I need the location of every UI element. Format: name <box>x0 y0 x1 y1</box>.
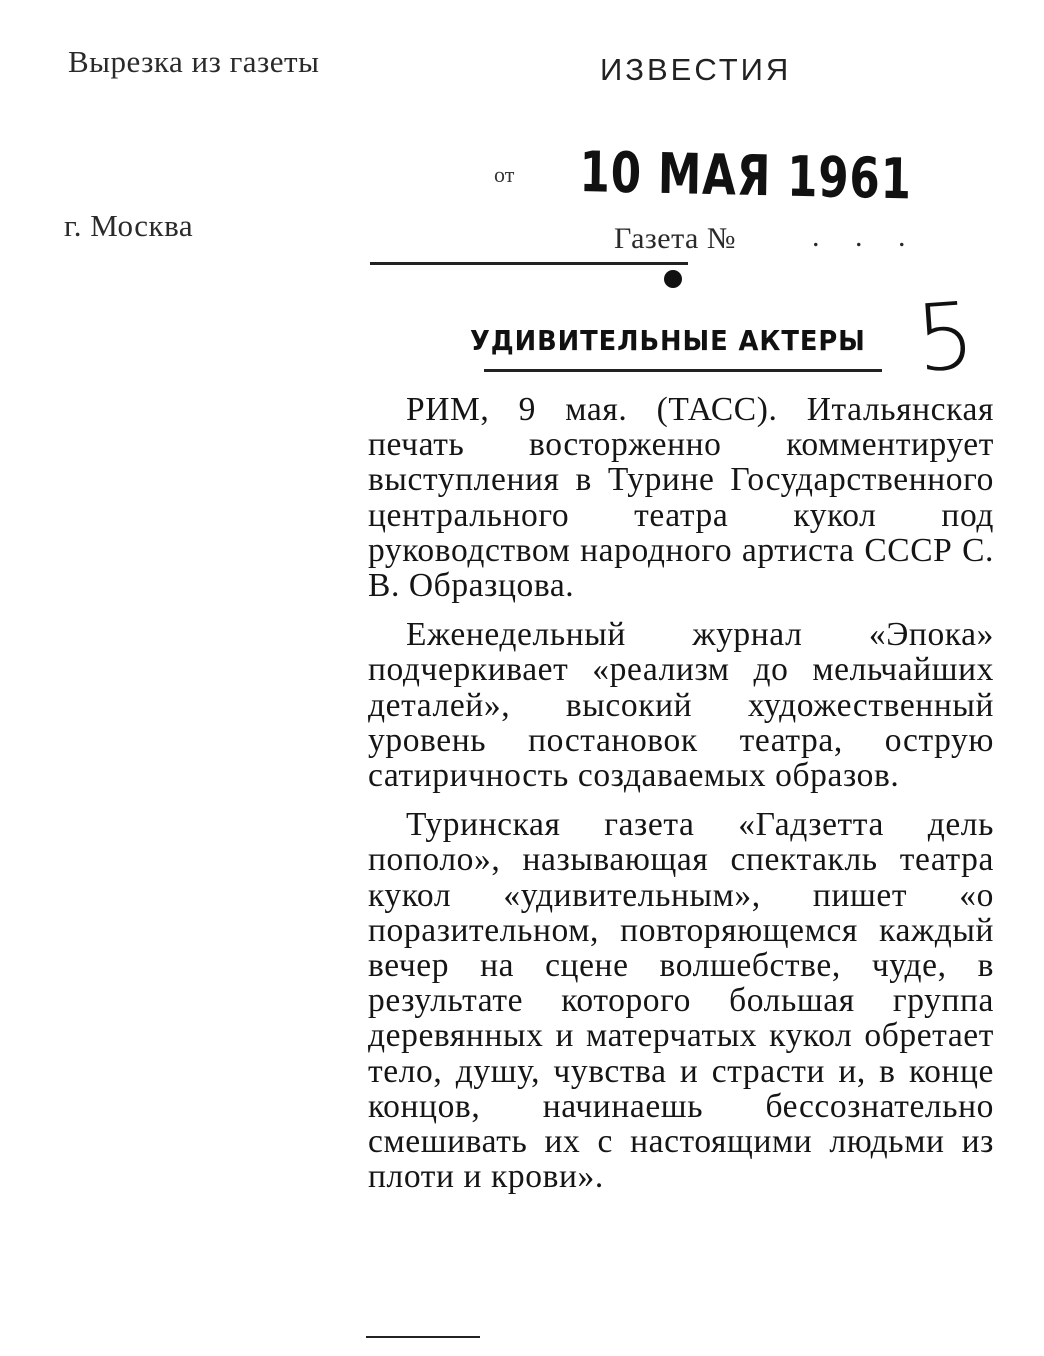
date-stamp: 10 МАЯ 1961 <box>579 140 913 213</box>
article-headline: УДИВИТЕЛЬНЫЕ АКТЕРЫ <box>470 324 866 357</box>
article-paragraph: Еженедельный журнал «Эпока» подчеркивает «реализм до мельчайших деталей», высокий художественный уровень постановок театра, острую сатиричность создаваемых образов. <box>368 616 994 795</box>
separator-dot <box>664 270 682 288</box>
end-rule <box>366 1336 480 1338</box>
city-label: г. Москва <box>64 208 194 243</box>
headline-underline <box>484 369 882 372</box>
article-paragraph: РИМ, 9 мая. (ТАСС). Итальянская печать восторженно комментирует выступления в Турине Государственного центрального театра кукол под руководством народного артиста СССР С. В. Образцова. <box>368 391 994 605</box>
article-paragraph: Туринская газета «Гадзетта дель пополо», называющая спектакль театра кукол «удивительным», пишет «о поразительном, повторяющемся каждый вечер на сцене волшебстве, чуде, в результате которого большая группа деревянных и матерчатых кукол обретает тело, душу, чувства и страсти и, в конце концов, начинаешь бессознательно смешивать их с настоящими людьми из плоти и крови». <box>368 806 994 1196</box>
issue-number-dots: . . . <box>812 220 920 253</box>
article-body <box>368 392 994 1208</box>
separator-rule <box>370 262 688 265</box>
issue-label: Газета № <box>614 222 736 255</box>
clipping-source-label: Вырезка из газеты <box>68 44 320 79</box>
newspaper-name: ИЗВЕСТИЯ <box>600 52 792 87</box>
handwritten-page-mark: 5 <box>912 282 979 393</box>
date-prefix: от <box>494 162 515 187</box>
